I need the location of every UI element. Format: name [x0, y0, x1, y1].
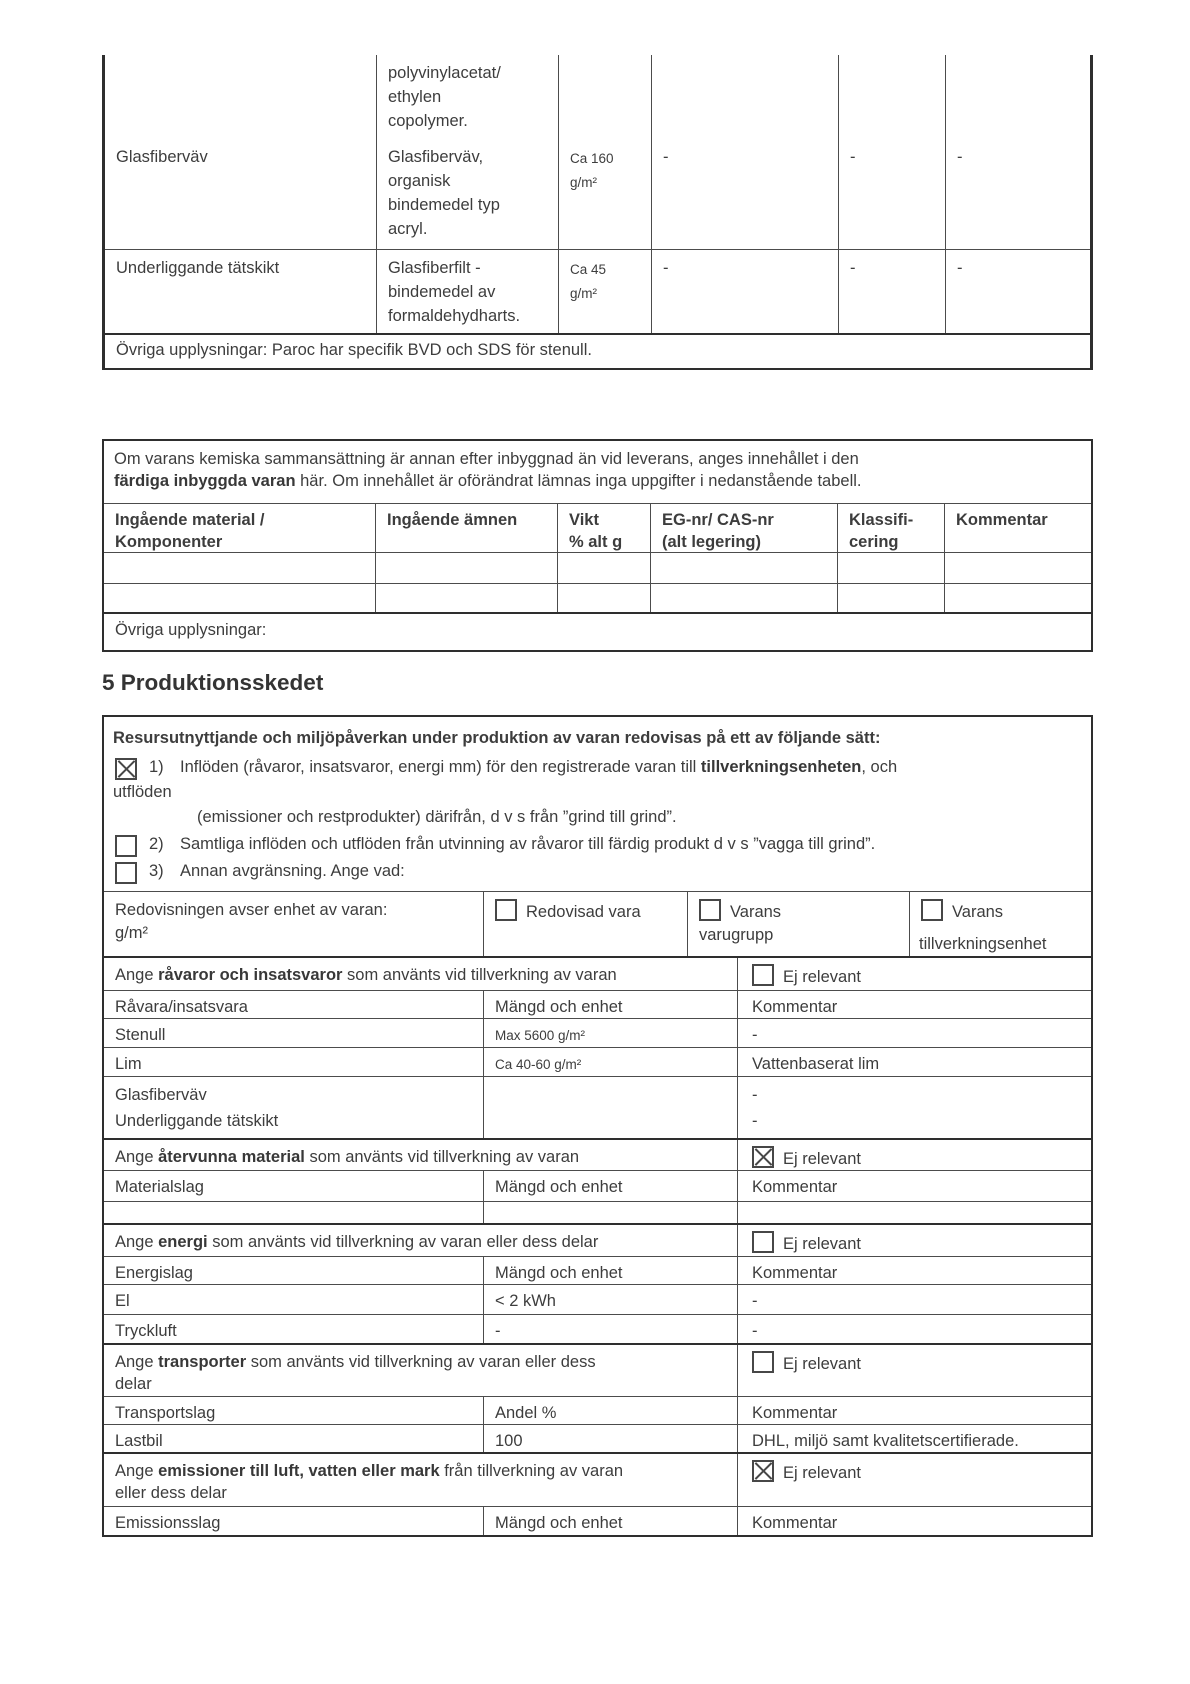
cell-substances: [377, 139, 559, 249]
option3-checkbox[interactable]: [115, 862, 137, 884]
ej-relevant-checkbox[interactable]: [752, 1460, 774, 1482]
intro-line1: Om varans kemiska sammansättning är annan efter inbyggnad än vid leverans, anges innehållet i den: [114, 450, 859, 468]
varans-tillverkningsenhet-checkbox[interactable]: [921, 899, 943, 921]
unit-label: Redovisningen avser enhet av varan:: [115, 901, 388, 919]
cell-comment: DHL, miljö samt kvalitetscertifierade.: [752, 1432, 1019, 1450]
cell-comment: -: [752, 1026, 758, 1044]
col-header: Mängd och enhet: [484, 1257, 738, 1284]
col-header: Mängd och enhet: [484, 1171, 738, 1201]
option-row-3: [113, 859, 1081, 884]
cell-amount: [484, 1077, 738, 1138]
table-row: [105, 249, 1090, 333]
col-header: Transportslag: [104, 1397, 484, 1424]
col-header: Materialslag: [104, 1171, 484, 1201]
empty-table-row: [104, 583, 1091, 612]
option2-checkbox[interactable]: [115, 835, 137, 857]
cell-classification: -: [839, 139, 946, 249]
unit-row: [104, 891, 1091, 958]
choice-redovisad-vara: Redovisad vara: [484, 892, 688, 956]
cell-name: Lim: [104, 1048, 484, 1076]
cell-classification: [839, 55, 946, 139]
col-header: Kommentar: [752, 1404, 838, 1422]
col-header: Råvara/insatsvara: [104, 991, 484, 1018]
cell-comment: - -: [752, 1086, 758, 1130]
header-substances: Ingående ämnen: [376, 504, 558, 552]
data-row-lastbil: [104, 1424, 1091, 1452]
cell-comment: -: [752, 1322, 758, 1340]
ej-relevant-checkbox[interactable]: [752, 1351, 774, 1373]
cell-weight: [559, 139, 652, 249]
page-content: [102, 55, 1093, 1537]
empty-table-row: [104, 552, 1091, 583]
cell-name: Glasfiberväv Underliggande tätskikt: [104, 1077, 484, 1138]
substance-line: bindemedel av: [388, 283, 496, 301]
substance-line: organisk: [388, 172, 451, 190]
table-composition-installed: [102, 439, 1093, 652]
header-material: Ingående material / Komponenter: [104, 504, 376, 552]
column-header-row: [104, 1396, 1091, 1424]
substance-line: polyvinylacetat/: [388, 64, 501, 82]
reporting-method-cell: [104, 717, 1091, 891]
cell-name: El: [104, 1285, 484, 1314]
substance-line: formaldehydharts.: [388, 307, 521, 325]
option-text: Inflöden (råvaror, insatsvaror, energi mm) för den registrerade varan till tillverkningsenheten, och: [180, 758, 898, 776]
ej-relevant-cell: Ej relevant: [738, 1140, 1091, 1170]
table-footer-note: Övriga upplysningar: Paroc har specifik BVD och SDS för stenull.: [105, 333, 1090, 368]
data-row-glasfiber: [104, 1076, 1091, 1138]
table-composition-delivery: [102, 55, 1093, 370]
cell-amount: Ca 40-60 g/m²: [484, 1048, 738, 1076]
option1-checkbox[interactable]: [115, 758, 137, 780]
cell-component: Underliggande tätskikt: [105, 250, 377, 333]
option-number: 2): [149, 835, 164, 853]
cell-comment: [946, 55, 1090, 139]
empty-table-row: [104, 1201, 1091, 1223]
ej-relevant-checkbox[interactable]: [752, 964, 774, 986]
raw-materials-title-row: [104, 958, 1091, 990]
table-row: [105, 139, 1090, 249]
data-row-el: [104, 1284, 1091, 1314]
unit-label-cell: [104, 892, 484, 956]
substance-line: Glasfiberväv,: [388, 148, 484, 166]
option-row-1: [113, 755, 1081, 780]
header-classification: Klassifi- cering: [838, 504, 945, 552]
cell-amount: < 2 kWh: [484, 1285, 738, 1314]
weight-value: Ca 45: [570, 262, 607, 277]
col-header: Kommentar: [752, 1514, 838, 1532]
cell-name: Stenull: [104, 1019, 484, 1047]
recycled-title-row: [104, 1138, 1091, 1170]
ej-relevant-checkbox[interactable]: [752, 1146, 774, 1168]
col-header: Mängd och enhet: [484, 991, 738, 1018]
unit-value: g/m²: [115, 924, 148, 942]
cell-classification: -: [839, 250, 946, 333]
emissions-title-row: [104, 1452, 1091, 1506]
col-header: Mängd och enhet: [484, 1507, 738, 1535]
cell-substances: [377, 55, 559, 139]
ej-relevant-cell: Ej relevant: [738, 1345, 1091, 1396]
data-row-stenull: [104, 1018, 1091, 1047]
cell-comment: -: [957, 259, 963, 277]
option-number: 1): [149, 758, 164, 776]
subsection-title: Ange energi som använts vid tillverkning av varan eller dess delar: [104, 1225, 738, 1256]
substance-line: ethylen: [388, 88, 442, 106]
ej-relevant-cell: Ej relevant: [738, 958, 1091, 990]
subsection-title: Ange emissioner till luft, vatten eller mark från tillverkning av varan eller dess delar: [104, 1454, 738, 1506]
section-title: 5 Produktionsskedet: [102, 670, 324, 695]
cell-eg-cas: -: [652, 139, 839, 249]
intro-bold: färdiga inbyggda varan: [114, 472, 296, 490]
column-header-row: [104, 1170, 1091, 1201]
option-number: 3): [149, 862, 164, 880]
header-comment: Kommentar: [956, 511, 1048, 529]
cell-comment: Vattenbaserat lim: [752, 1055, 880, 1073]
redovisad-vara-checkbox[interactable]: [495, 899, 517, 921]
weight-value: Ca 160: [570, 151, 614, 166]
col-header: Energislag: [104, 1257, 484, 1284]
table-row: [105, 55, 1090, 139]
subsection-title: Ange råvaror och insatsvaror som använts vid tillverkning av varan: [104, 958, 738, 990]
table-header-row: [104, 503, 1091, 552]
table-production: [102, 715, 1093, 1537]
col-header: Kommentar: [752, 1178, 838, 1196]
subsection-title: Ange transporter som använts vid tillverkning av varan eller dess delar: [104, 1345, 738, 1396]
column-header-row: [104, 1256, 1091, 1284]
ej-relevant-cell: Ej relevant: [738, 1454, 1091, 1506]
cell-comment: -: [752, 1292, 758, 1310]
cell-weight: [559, 55, 652, 139]
option1-continuation: (emissioner och restprodukter) därifrån, d v s från ”grind till grind”.: [197, 808, 677, 826]
col-header: Emissionsslag: [104, 1507, 484, 1535]
option-text: Samtliga inflöden och utflöden från utvinning av råvaror till färdig produkt d v s ”vagga till grind”.: [180, 835, 876, 853]
cell-amount: Max 5600 g/m²: [484, 1019, 738, 1047]
table-footer-note: Övriga upplysningar:: [104, 612, 1091, 650]
column-header-row: [104, 990, 1091, 1018]
substance-line: acryl.: [388, 220, 428, 238]
table-intro-text: [104, 441, 1091, 503]
cell-component: Glasfiberväv: [105, 139, 377, 249]
cell-weight: [559, 250, 652, 333]
data-row-lim: [104, 1047, 1091, 1076]
substance-line: Glasfiberfilt -: [388, 259, 481, 277]
ej-relevant-cell: Ej relevant: [738, 1225, 1091, 1256]
cell-comment: -: [957, 148, 963, 166]
varans-varugrupp-checkbox[interactable]: [699, 899, 721, 921]
cell-component: [105, 55, 377, 139]
column-header-row: [104, 1506, 1091, 1535]
data-row-tryckluft: [104, 1314, 1091, 1343]
substance-line: copolymer.: [388, 112, 468, 130]
option-row-2: [113, 832, 1081, 857]
choice-varans-tillverkningsenhet: Varans tillverkningsenhet: [910, 892, 1091, 956]
weight-unit: g/m²: [570, 286, 597, 301]
cell-amount: -: [484, 1315, 738, 1343]
ej-relevant-checkbox[interactable]: [752, 1231, 774, 1253]
header-eg-cas: EG-nr/ CAS-nr (alt legering): [651, 504, 838, 552]
col-header: Kommentar: [752, 998, 838, 1016]
cell-name: Lastbil: [104, 1425, 484, 1452]
cell-name: Tryckluft: [104, 1315, 484, 1343]
subsection-title: Ange återvunna material som använts vid tillverkning av varan: [104, 1140, 738, 1170]
header-weight: Vikt % alt g: [558, 504, 651, 552]
col-header: Kommentar: [752, 1264, 838, 1282]
transport-title-row: [104, 1343, 1091, 1396]
cell-eg-cas: -: [652, 250, 839, 333]
option1-continuation: utflöden: [113, 783, 172, 801]
choice-varans-varugrupp: Varans varugrupp: [688, 892, 910, 956]
substance-line: bindemedel typ: [388, 196, 500, 214]
col-header: Andel %: [484, 1397, 738, 1424]
cell-amount: 100: [484, 1425, 738, 1452]
energy-title-row: [104, 1223, 1091, 1256]
reporting-method-heading: Resursutnyttjande och miljöpåverkan under produktion av varan redovisas på ett av följande sätt:: [113, 729, 881, 747]
intro-line2: här. Om innehållet är oförändrat lämnas inga uppgifter i nedanstående tabell.: [295, 472, 862, 490]
cell-eg-cas: [652, 55, 839, 139]
weight-unit: g/m²: [570, 175, 597, 190]
option-text: Annan avgränsning. Ange vad:: [180, 862, 405, 880]
cell-substances: [377, 250, 559, 333]
